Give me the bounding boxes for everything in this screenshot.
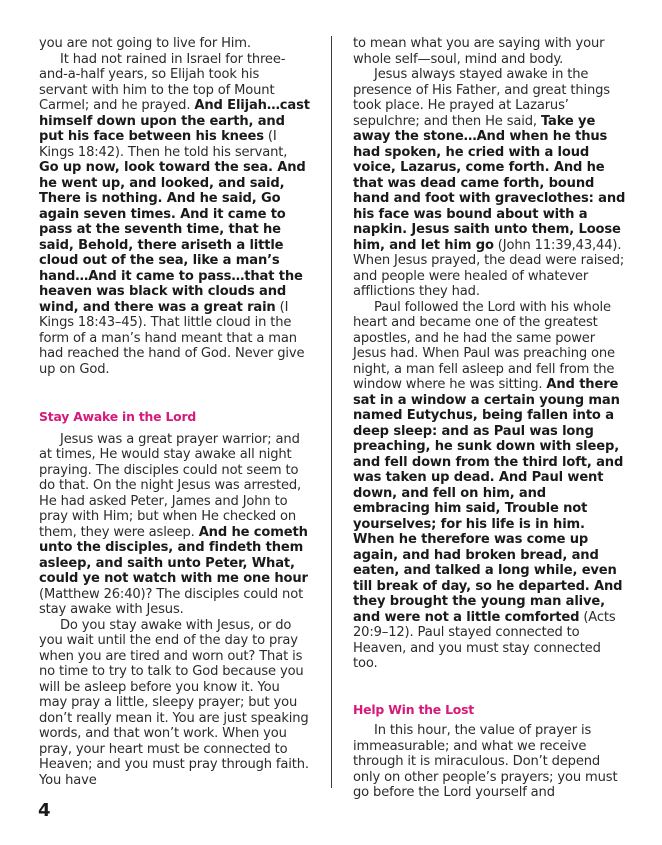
paragraph	[39, 618, 310, 789]
paragraph	[353, 67, 627, 300]
text-run: Do you stay awake with Jesus, or do you wait until the end of the day to pray when you are tired and worn out? That is no time to try to talk to God because you will be asleep before you know it. You may pray a little, sleepy prayer; but you don’t really mean it. You are just speaking words, and that won’t work. When you pray, your heart must be connected to Heaven; and you must pray through faith. You have	[39, 617, 309, 788]
scripture-quote: Go up now, look toward the sea. And he went up, and looked, and said, There is nothing. And he said, Go again seven times. And it came to pass at the seventh time, that he said, Behold, there ariseth a little cloud out of the sea, like a man’s hand…And it came to pass…that the heaven was black with clouds and wind, and there was a great rain	[39, 160, 306, 315]
paragraph	[39, 52, 310, 378]
text-run: (John 11:39,43,44). When Jesus prayed, the dead were raised; and people were healed of whatever afflictions they had.	[353, 237, 625, 299]
scripture-quote: And there sat in a window a certain young man named Eutychus, being fallen into a deep sleep: and as Paul was long preaching, he sunk down with sleep, and fell down from the third loft, and was taken up dead. And Paul went down, and fell on him, and embracing him said, Trouble not yourselves; for his life is in him. When he therefore was come up again, and had broken bread, and eaten, and talked a long while, even till break of day, so he departed. And they brought the young man alive, and were not a little comforted	[353, 377, 624, 625]
left-column	[39, 36, 310, 788]
text-run: Jesus was a great prayer warrior; and at times, He would stay awake all night praying. The disciples could not seem to do that. On the night Jesus was arrested, He had asked Peter, James and John to pray with Him; but when He checked on them, they were asleep.	[39, 431, 302, 540]
text-run: It had not rained in Israel for three-and-a-half years, so Elijah took his servant with him to the top of Mount Carmel; and he prayed.	[39, 51, 286, 113]
section-heading-stay-awake: Stay Awake in the Lord	[39, 409, 197, 424]
text-run: (Acts 20:9–12). Paul stayed connected to Heaven, and you must stay connected too.	[353, 609, 616, 671]
scripture-quote: And Elijah…cast himself down upon the earth, and put his face between his knees	[39, 98, 310, 144]
paragraph	[39, 432, 310, 618]
paragraph	[353, 723, 627, 801]
text-run: (Matthew 26:40)? The disciples could not stay awake with Jesus.	[39, 586, 304, 617]
scripture-quote: And he cometh unto the disciples, and findeth them asleep, and saith unto Peter, What, could ye not watch with me one hour	[39, 524, 308, 586]
text-run: to mean what you are saying with your whole self—soul, mind and body.	[353, 36, 605, 67]
page-number: 4	[38, 800, 51, 821]
paragraph	[353, 300, 627, 672]
section-heading-help-win: Help Win the Lost	[353, 701, 475, 717]
text-run: (I Kings 18:42). Then he told his servant,	[39, 129, 288, 160]
text-run: you are not going to live for Him.	[39, 36, 251, 51]
column-divider	[331, 36, 332, 788]
text-run: Paul followed the Lord with his whole heart and became one of the greatest apostles, and he had the same power Jesus had. When Paul was preaching one night, a man fell asleep and fell from the window where he was sitting.	[353, 299, 615, 392]
paragraph	[353, 36, 627, 67]
right-column	[353, 36, 627, 801]
scripture-quote: Take ye away the stone…And when he thus had spoken, he cried with a loud voice, Lazarus, come forth. And he that was dead came forth, bound hand and foot with graveclothes: and his face was bound about with a napkin. Jesus saith unto them, Loose him, and let him go	[353, 113, 626, 253]
paragraph	[39, 36, 310, 52]
text-run: (I Kings 18:43–45). That little cloud in the form of a man’s hand meant that a man had reached the hand of God. Never give up on God.	[39, 299, 305, 377]
text-run: In this hour, the value of prayer is immeasurable; and what we receive through it is miraculous. Don’t depend only on other people’s prayers; you must go before the Lord yourself and	[353, 723, 618, 800]
text-run: Jesus always stayed awake in the presence of His Father, and great things took place. He prayed at Lazarus’ sepulchre; and then He said,	[353, 67, 610, 129]
